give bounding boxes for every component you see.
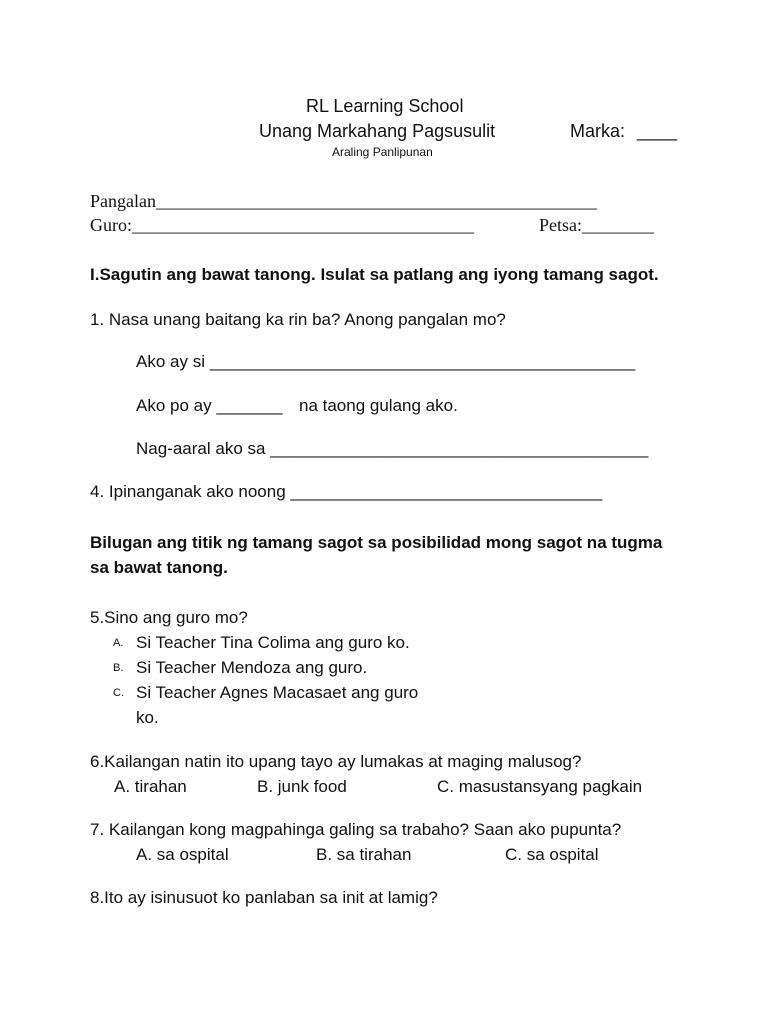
score-label: Marka: xyxy=(570,121,626,141)
question-4: 4. Ipinanganak ako noong _________________________________ xyxy=(90,482,603,501)
question-7: 7. Kailangan kong magpahinga galing sa trabaho? Saan ako pupunta? xyxy=(90,820,622,839)
school-name: RL Learning School xyxy=(306,96,464,116)
q7-option-b: B. sa tirahan xyxy=(316,845,412,864)
answer-line-school: Nag-aaral ako sa ________________________________________ xyxy=(136,439,649,458)
date-line: Petsa:________ xyxy=(539,215,654,235)
question-1: 1. Nasa unang baitang ka rin ba? Anong pangalan mo? xyxy=(90,310,506,329)
q5-option-b-text: Si Teacher Mendoza ang guro. xyxy=(136,658,368,677)
answer-line-age: Ako po ay _______ xyxy=(136,396,283,415)
answer-line-name: Ako ay si _____________________________________________ xyxy=(136,352,636,371)
q5-option-a-text: Si Teacher Tina Colima ang guro ko. xyxy=(136,633,410,652)
subject: Araling Panlipunan xyxy=(332,145,433,159)
score-blank: ____ xyxy=(637,121,678,141)
q5-option-c-letter: C. xyxy=(113,687,124,699)
question-8: 8.Ito ay isinusuot ko panlaban sa init at lamig? xyxy=(90,888,438,907)
answer-age-suffix: na taong gulang ako. xyxy=(299,396,458,415)
q6-option-a: A. tirahan xyxy=(114,777,187,796)
exam-title: Unang Markahang Pagsusulit xyxy=(259,121,496,141)
q5-option-a-letter: A. xyxy=(113,637,124,649)
q6-option-c: C. masustansyang pagkain xyxy=(437,777,643,796)
q5-option-c-text: Si Teacher Agnes Macasaet ang guro xyxy=(136,683,419,702)
q5-option-c-cont: ko. xyxy=(136,708,159,727)
name-line: Pangalan_________________________________________________ xyxy=(90,191,597,211)
q7-option-a: A. sa ospital xyxy=(136,845,229,864)
teacher-line: Guro:______________________________________ xyxy=(90,215,474,235)
question-6: 6.Kailangan natin ito upang tayo ay lumakas at maging malusog? xyxy=(90,752,582,771)
section2-instruction-line1: Bilugan ang titik ng tamang sagot sa posibilidad mong sagot na tugma xyxy=(90,533,663,552)
section2-instruction-line2: sa bawat tanong. xyxy=(90,558,228,577)
section1-instruction: I.Sagutin ang bawat tanong. Isulat sa patlang ang iyong tamang sagot. xyxy=(90,265,659,284)
q6-option-b: B. junk food xyxy=(257,777,347,796)
question-5: 5.Sino ang guro mo? xyxy=(90,608,248,627)
q7-option-c: C. sa ospital xyxy=(505,845,599,864)
q5-option-b-letter: B. xyxy=(113,662,124,674)
